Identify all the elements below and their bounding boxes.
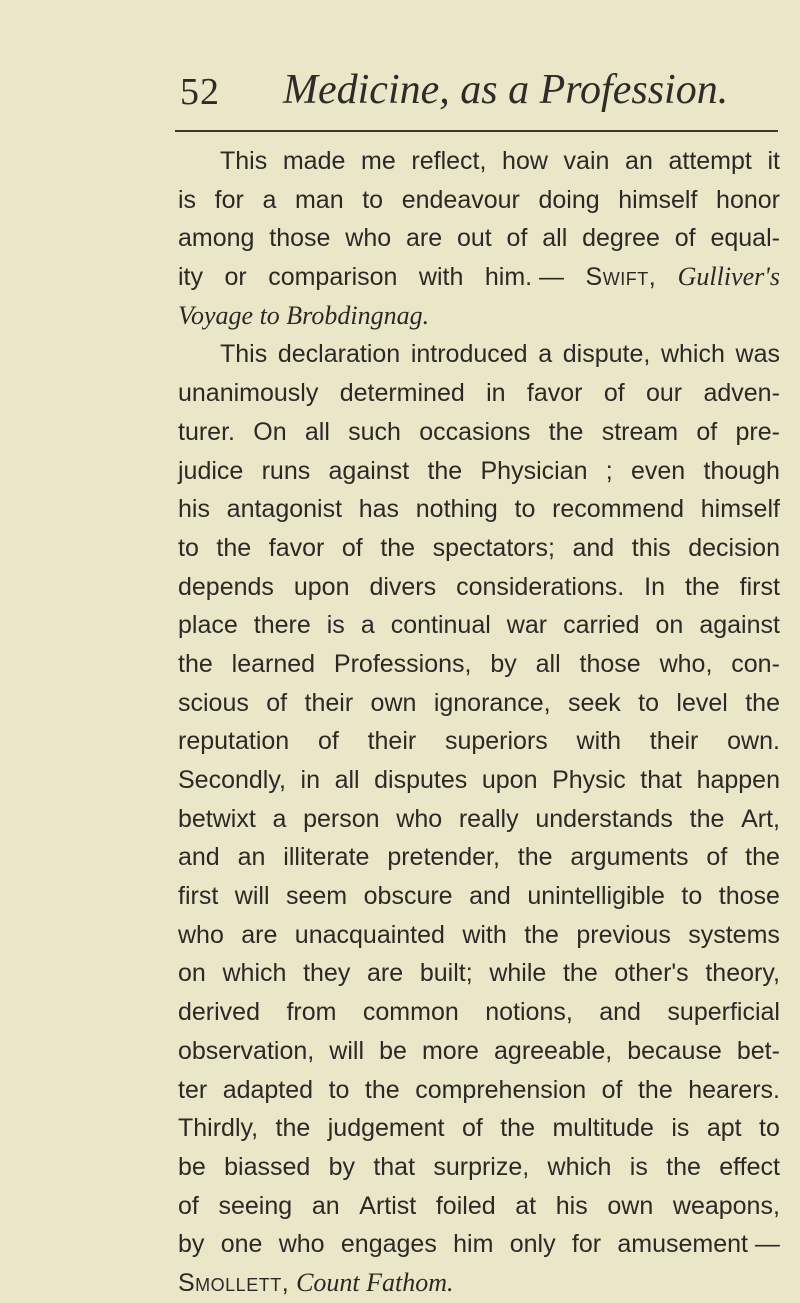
text-line: and an illiterate pretender, the arguments of the — [178, 843, 780, 872]
text-line: is for a man to endeavour doing himself honor — [178, 185, 780, 214]
text-line — [178, 1264, 780, 1303]
text-line: scious of their own ignorance, seek to level the — [178, 688, 780, 717]
body-text — [178, 142, 780, 1303]
text-line: on which they are built; while the other's theory, — [178, 959, 780, 988]
text-line: his antagonist has nothing to recommend himself — [178, 495, 780, 524]
text-line: depends upon divers considerations. In the first — [178, 572, 780, 601]
text-line: judice runs against the Physician ; even though — [178, 456, 780, 485]
text-line: unanimously determined in favor of our adven- — [178, 379, 780, 408]
text-line: the learned Professions, by all those who, con- — [178, 649, 780, 678]
running-title: Medicine, as a Profession. — [283, 67, 729, 113]
work-title: Gulliver's — [677, 262, 780, 292]
text-line — [178, 297, 780, 336]
text-line: among those who are out of all degree of equal- — [178, 224, 780, 253]
text-line: This made me reflect, how vain an attempt it — [220, 147, 780, 175]
text-line: turer. On all such occasions the stream of pre- — [178, 417, 780, 446]
text-line: derived from common notions, and superficial — [178, 998, 780, 1027]
text-line: ity or comparison with him. — Swift, Gulliver's — [178, 258, 780, 297]
author-name: Smollett, — [178, 1268, 290, 1297]
work-title: Voyage to Brobdingnag. — [178, 300, 430, 330]
text-line: by one who engages him only for amusement — — [178, 1230, 780, 1259]
page-number: 52 — [180, 71, 220, 113]
author-name: Swift, — [585, 263, 657, 292]
text-line: This declaration introduced a dispute, which was — [220, 340, 780, 369]
text-line: observation, will be more agreeable, because bet- — [178, 1036, 780, 1065]
text-line: first will seem obscure and unintelligible to those — [178, 882, 780, 911]
text-line: of seeing an Artist foiled at his own weapons, — [178, 1191, 780, 1220]
text-line: be biassed by that surprize, which is the effect — [178, 1152, 780, 1181]
page-header — [180, 62, 780, 122]
header-rule — [175, 130, 778, 132]
text-line: to the favor of the spectators; and this decision — [178, 533, 780, 562]
work-title: Count Fathom. — [296, 1267, 454, 1297]
text-line: reputation of their superiors with their own. — [178, 727, 780, 756]
text-line: who are unacquainted with the previous systems — [178, 920, 780, 949]
text-line: betwixt a person who really understands the Art, — [178, 804, 780, 833]
text-line: Secondly, in all disputes upon Physic that happen — [178, 766, 780, 794]
text-line: Thirdly, the judgement of the multitude is apt to — [178, 1114, 780, 1143]
text-line: ter adapted to the comprehension of the hearers. — [178, 1075, 780, 1104]
text-line: place there is a continual war carried on against — [178, 611, 780, 640]
